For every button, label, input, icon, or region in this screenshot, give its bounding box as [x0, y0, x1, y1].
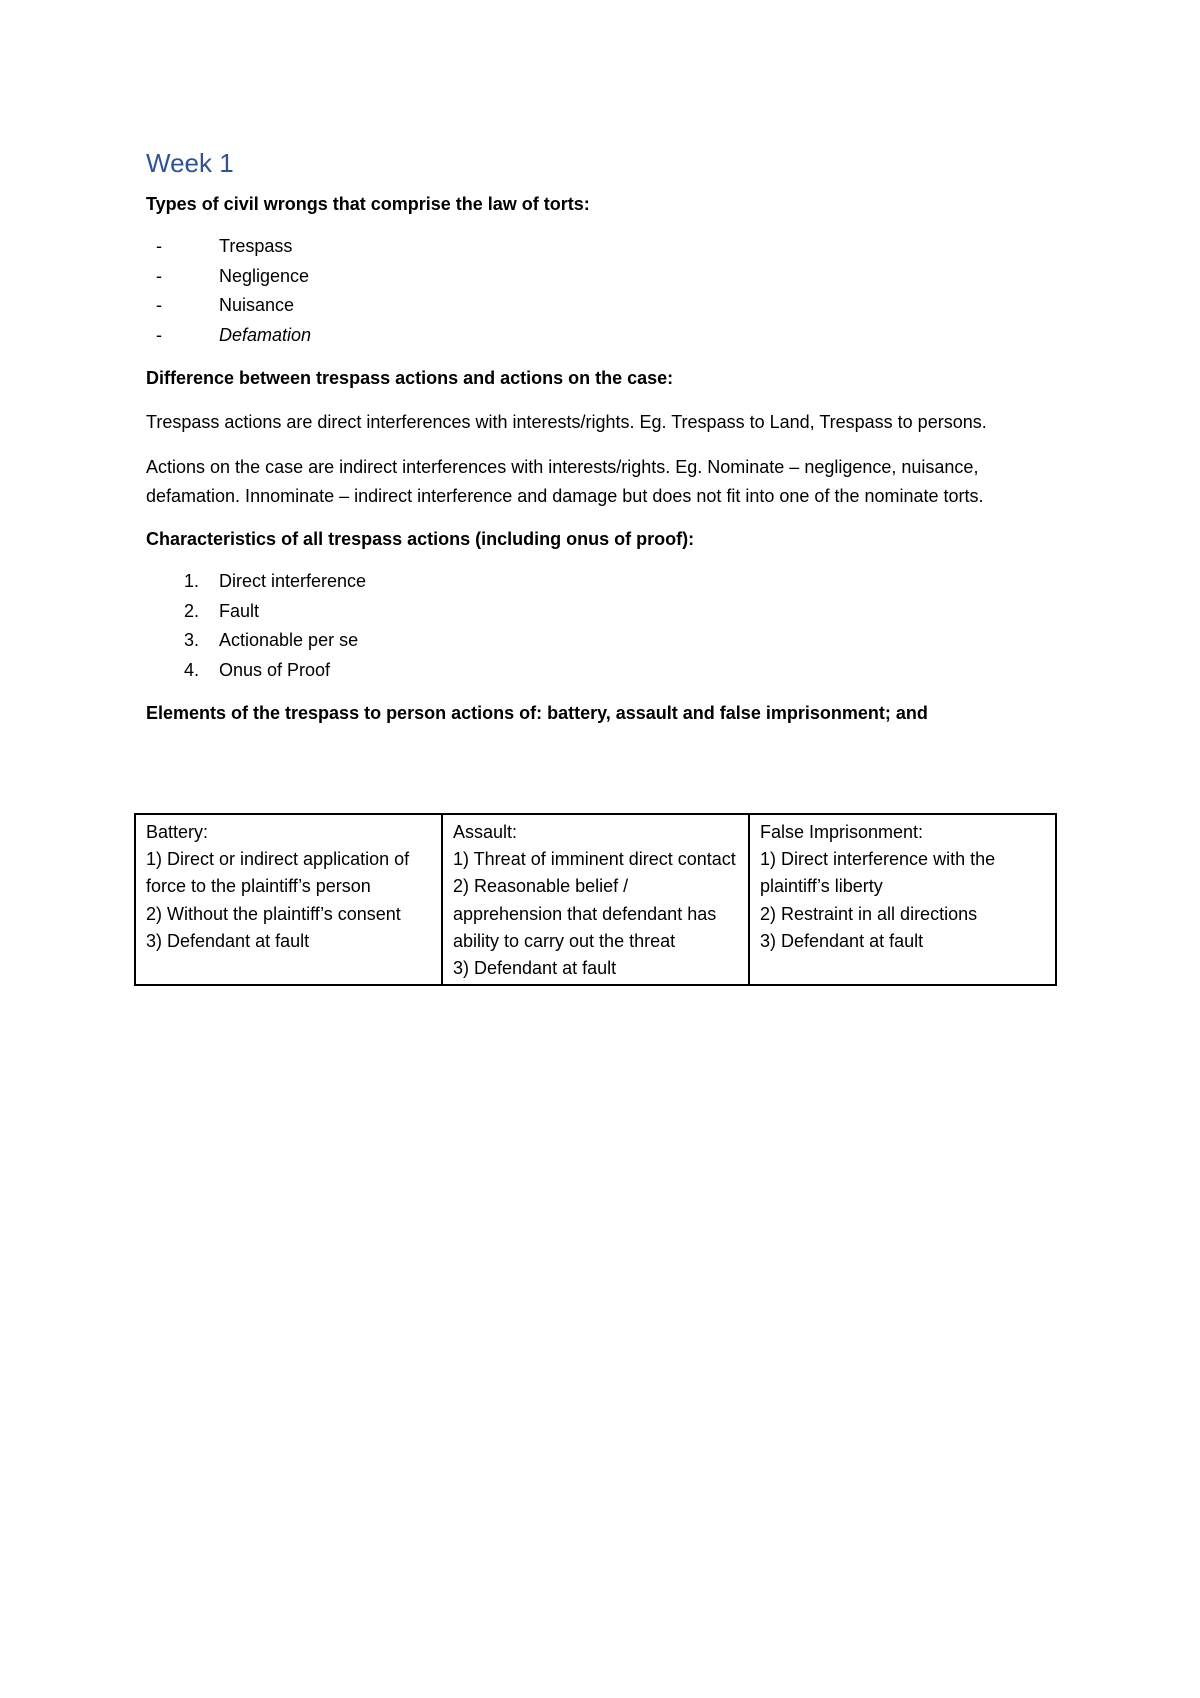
list-item: - Nuisance [156, 295, 295, 315]
page-title: Week 1 [146, 148, 234, 178]
section-heading-types: Types of civil wrongs that comprise the law of torts: [146, 194, 590, 214]
section-heading-difference: Difference between trespass actions and actions on the case: [146, 368, 674, 388]
list-item: - Negligence [156, 265, 310, 286]
cell-line: 1) Direct or indirect application of force to the plaintiff’s person [146, 849, 410, 897]
characteristics-list [146, 567, 1066, 685]
table-cell-battery [135, 814, 442, 985]
list-item: 2. Fault [184, 600, 260, 621]
cell-line: 1) Threat of imminent direct contact [453, 849, 736, 870]
list-item: 3. Actionable per se [184, 630, 359, 650]
cell-line: 3) Defendant at fault [760, 930, 924, 951]
cell-line: 2) Reasonable belief / apprehension that defendant has ability to carry out the threat [453, 876, 717, 951]
cell-line: 3) Defendant at fault [453, 958, 617, 979]
table-row [135, 814, 1056, 985]
section-heading-characteristics: Characteristics of all trespass actions (including onus of proof): [146, 529, 695, 549]
list-item: - Trespass [156, 236, 293, 256]
torts-list [146, 232, 1066, 350]
list-item: 1. Direct interference [184, 571, 367, 591]
cell-line: 2) Without the plaintiff’s consent [146, 903, 401, 924]
paragraph-actions-on-case: Actions on the case are indirect interferences with interests/rights. Eg. Nominate – negligence, nuisance, defamation. Innominate – indirect interference and damage but does not fit into one of the nominate torts. [146, 457, 984, 506]
list-item: - Defamation [156, 324, 312, 345]
cell-line: 3) Defendant at fault [146, 930, 310, 951]
cell-line: 1) Direct interference with the plaintiff’s liberty [760, 849, 996, 897]
list-item: 4. Onus of Proof [184, 659, 331, 680]
table-cell-false-imprisonment [749, 814, 1056, 985]
paragraph-trespass-actions: Trespass actions are direct interferences with interests/rights. Eg. Trespass to Land, Trespass to persons. [146, 412, 987, 432]
cell-header: False Imprisonment: [760, 822, 924, 842]
document-page [146, 146, 1066, 725]
section-heading-elements: Elements of the trespass to person actions of: battery, assault and false imprisonment; and [146, 703, 928, 723]
cell-line: 2) Restraint in all directions [760, 903, 978, 924]
cell-header: Assault: [453, 822, 518, 842]
elements-table [134, 813, 1057, 986]
cell-header: Battery: [146, 822, 209, 842]
table-cell-assault [442, 814, 749, 985]
